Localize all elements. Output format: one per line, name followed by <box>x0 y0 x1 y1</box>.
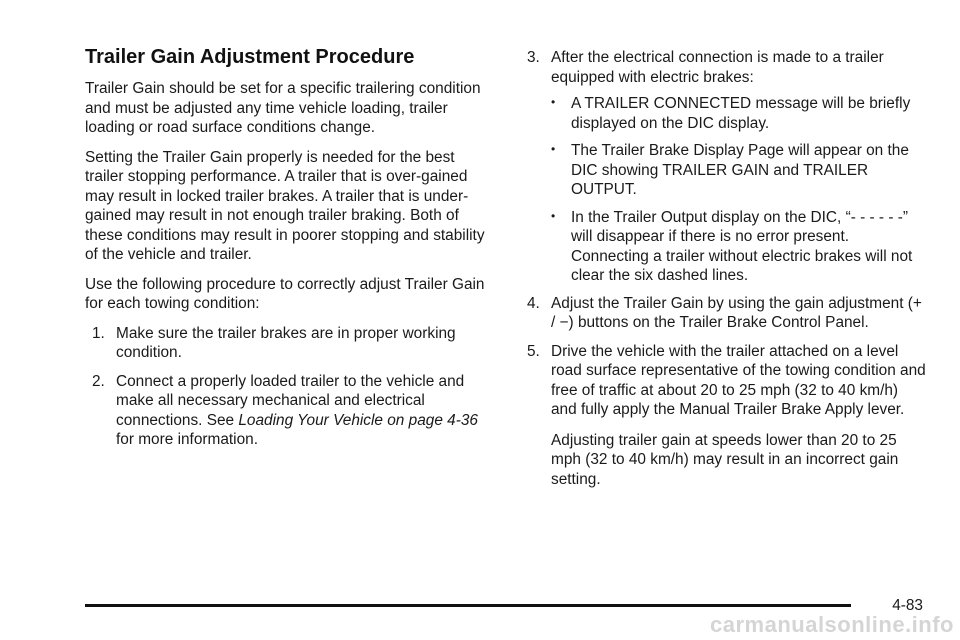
step-2 <box>92 372 495 450</box>
step-text-before: Connect a properly loaded trailer to the vehicle and make all necessary mechanical and electrical connections. See <box>116 372 465 429</box>
bullet-icon: • <box>551 95 556 109</box>
site-watermark: carmanualsonline.info <box>710 612 954 637</box>
step-text: Drive the vehicle with the trailer attached on a level road surface representative of the towing condition and free of traffic at about 20 to 25 mph (32 to 40 km/h) and fully apply the Manual Trailer Brake Apply lever. <box>551 342 926 418</box>
section-title: Trailer Gain Adjustment Procedure <box>85 46 415 68</box>
step-text: Adjust the Trailer Gain by using the gain adjustment (+ / −) buttons on the Trailer Brake Control Panel. <box>551 294 922 331</box>
bullet-item <box>551 208 927 286</box>
step-number: 2. <box>92 372 105 390</box>
intro-paragraph: Trailer Gain should be set for a specific trailering condition and must be adjusted any time vehicle loading, trailer loading or road surface conditions change. <box>85 80 481 136</box>
bullet-text: A TRAILER CONNECTED message will be briefly displayed on the DIC display. <box>571 95 911 132</box>
left-column <box>85 44 495 459</box>
footer-rule <box>85 604 851 607</box>
step-5-note: Adjusting trailer gain at speeds lower than 20 to 25 mph (32 to 40 km/h) may result in an incorrect gain setting. <box>551 431 899 488</box>
step-text <box>116 372 495 450</box>
step-text: Make sure the trailer brakes are in proper working condition. <box>116 324 456 361</box>
bullet-item <box>551 94 927 133</box>
bullet-text: The Trailer Brake Display Page will appear on the DIC showing TRAILER GAIN and TRAILER OUTPUT. <box>571 142 909 198</box>
step-number: 4. <box>527 294 540 312</box>
step-3 <box>527 48 927 87</box>
step-number: 3. <box>527 49 540 66</box>
step-1 <box>92 324 495 363</box>
step-number: 5. <box>527 342 540 360</box>
bullet-icon: • <box>551 142 556 156</box>
bullet-text: In the Trailer Output display on the DIC, “- - - - - -” will disappear if there is no error present. Connecting a trailer without electric brakes will not clear the six dashed lines. <box>571 208 913 284</box>
bullet-item <box>551 141 927 200</box>
step-4 <box>527 294 927 333</box>
step-5 <box>527 342 927 420</box>
right-column <box>527 48 927 489</box>
step-number: 1. <box>92 324 105 342</box>
page-number: 4-83 <box>892 597 923 614</box>
bullet-icon: • <box>551 208 556 223</box>
step-3-bullets <box>551 94 927 286</box>
cross-reference-link[interactable]: Loading Your Vehicle on page 4-36 <box>238 411 478 429</box>
step-text-after: for more information. <box>116 431 258 448</box>
step-text: After the electrical connection is made to a trailer equipped with electric brakes: <box>551 49 884 86</box>
procedure-intro: Use the following procedure to correctly adjust Trailer Gain for each towing condition: <box>85 275 485 312</box>
setting-paragraph: Setting the Trailer Gain properly is needed for the best trailer stopping performance. A trailer that is over-gained may result in locked trailer brakes. A trailer that is under-gained may result in not enough trailer braking. Both of these conditions may result in poorer stopping and stability of the vehicle and trailer. <box>85 148 485 263</box>
steps-list-left <box>92 324 495 450</box>
